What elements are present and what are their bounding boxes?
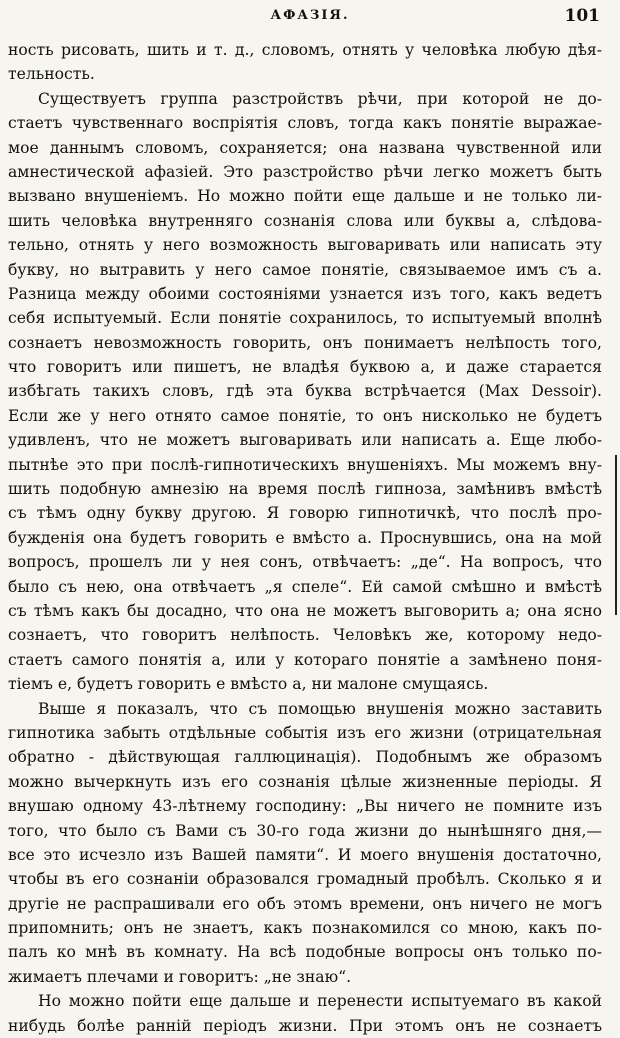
text-line: сознаетъ, что говоритъ нелѣпость. Человѣкъ же, которому недо- bbox=[8, 626, 602, 645]
page-number: 101 bbox=[564, 6, 600, 26]
text-line: избѣгать такихъ словъ, гдѣ эта буква встрѣчается (Max Dessoir). bbox=[8, 382, 602, 401]
text-line: другіе не распрашивали его объ этомъ времени, онъ ничего не могъ bbox=[8, 894, 602, 913]
text-line: бужденія она будетъ говорить е вмѣсто а. Проснувшись, она на мой bbox=[8, 528, 602, 547]
text-line: Если же у него отнято самое понятіе, то онъ нисколько не будетъ bbox=[8, 406, 602, 425]
text-line: обратно - дѣйствующая галлюцинація). Подобнымъ же образомъ bbox=[8, 748, 602, 767]
running-head bbox=[0, 6, 620, 28]
text-line: что говоритъ или пишетъ, не владѣя буквою а, и даже старается bbox=[8, 358, 602, 377]
text-line: стаетъ самого понятія а, или у котораго понятіе а замѣнено поня- bbox=[8, 650, 602, 669]
text-line: шить подобную амнезію на время послѣ гипноза, замѣнивъ вмѣстѣ bbox=[8, 480, 602, 499]
text-line: Но можно пойти еще дальше и перенести испытуемаго въ какой bbox=[38, 992, 602, 1011]
text-line: шить человѣка внутренняго сознанія слова или буквы а, слѣдова- bbox=[8, 211, 602, 230]
body-text bbox=[8, 38, 602, 1038]
text-line: гипнотика забыть отдѣльные событія изъ его жизни (отрицательная bbox=[8, 723, 602, 742]
text-line: того, что было съ Вами съ 30-го года жизни до нынѣшняго дня,— bbox=[8, 821, 602, 840]
text-line: сознаетъ невозможность говорить, онъ понимаетъ нелѣпость того, bbox=[8, 333, 602, 352]
text-line: было съ нею, она отвѣчаетъ „я спеле“. Ей самой смѣшно и вмѣстѣ bbox=[8, 577, 602, 596]
text-line: удивленъ, что не можетъ выговаривать или написать а. Еще любо- bbox=[8, 431, 602, 450]
text-line: жимаетъ плечами и говоритъ: „не знаю“. bbox=[8, 967, 352, 986]
text-line: чтобы въ его сознаніи образовался громадный пробѣлъ. Сколько я и bbox=[8, 870, 602, 889]
text-line: пытнѣе это при послѣ-гипнотическихъ внушеніяхъ. Мы можемъ вну- bbox=[8, 455, 602, 474]
text-line: внушаю одному 43-лѣтнему господину: „Вы ничего не помните изъ bbox=[8, 797, 602, 816]
text-line: палъ ко мнѣ въ комнату. На всѣ подобные вопросы онъ только по- bbox=[8, 943, 602, 962]
text-line: можно вычеркнуть изъ его сознанія цѣлые жизненные періоды. Я bbox=[8, 772, 602, 791]
text-line: мое даннымъ словомъ, сохраняется; она названа чувственной или bbox=[8, 138, 602, 157]
text-line: припомнить; онъ не знаетъ, какъ познакомился со мною, какъ по- bbox=[8, 919, 602, 938]
text-line: вопросъ, прошелъ ли у нея сонъ, отвѣчаетъ: „де“. На вопросъ, что bbox=[8, 553, 602, 572]
text-line: Разница между обоими состояніями узнается изъ того, какъ ведетъ bbox=[8, 284, 602, 303]
text-line: себя испытуемый. Если понятіе сохранилось, то испытуемый вполнѣ bbox=[8, 309, 602, 328]
text-line: вызвано внушеніемъ. Но можно пойти еще дальше и не только ли- bbox=[8, 187, 602, 206]
running-title: АФАЗІЯ. bbox=[270, 8, 350, 23]
text-line: стаетъ чувственнаго воспріятія словъ, тогда какъ понятіе выражае- bbox=[8, 114, 602, 133]
text-line: Существуетъ группа разстройствъ рѣчи, при которой не до- bbox=[38, 89, 602, 108]
text-line: все это исчезло изъ Вашей памяти“. И моего внушенія достаточно, bbox=[8, 845, 602, 864]
margin-pencil-mark bbox=[615, 455, 617, 615]
text-line: съ тѣмъ какъ бы досадно, что она не можетъ выговорить а; она ясно bbox=[8, 601, 602, 620]
text-line: тіемъ е, будетъ говорить е вмѣсто а, ни малоне смущаясь. bbox=[8, 675, 489, 694]
text-line: съ тѣмъ одну букву другою. Я говорю гипнотичкѣ, что послѣ про- bbox=[8, 504, 602, 523]
text-line: ность рисовать, шить и т. д., словомъ, отнять у человѣка любую дѣя- bbox=[8, 41, 602, 59]
text-line: тельно, отнять у него возможность выговаривать или написать эту bbox=[8, 236, 602, 255]
text-line: тельность. bbox=[8, 65, 95, 84]
text-line: букву, но вытравить у него самое понятіе, связываемое имъ съ а. bbox=[8, 260, 602, 279]
text-line: нибудь болѣе ранній періодъ жизни. При этомъ онъ не сознаетъ bbox=[8, 1016, 602, 1035]
text-line: Выше я показалъ, что съ помощью внушенія можно заставить bbox=[38, 699, 602, 718]
text-line: амнестической афазіей. Это разстройство рѣчи легко можетъ быть bbox=[8, 162, 602, 181]
